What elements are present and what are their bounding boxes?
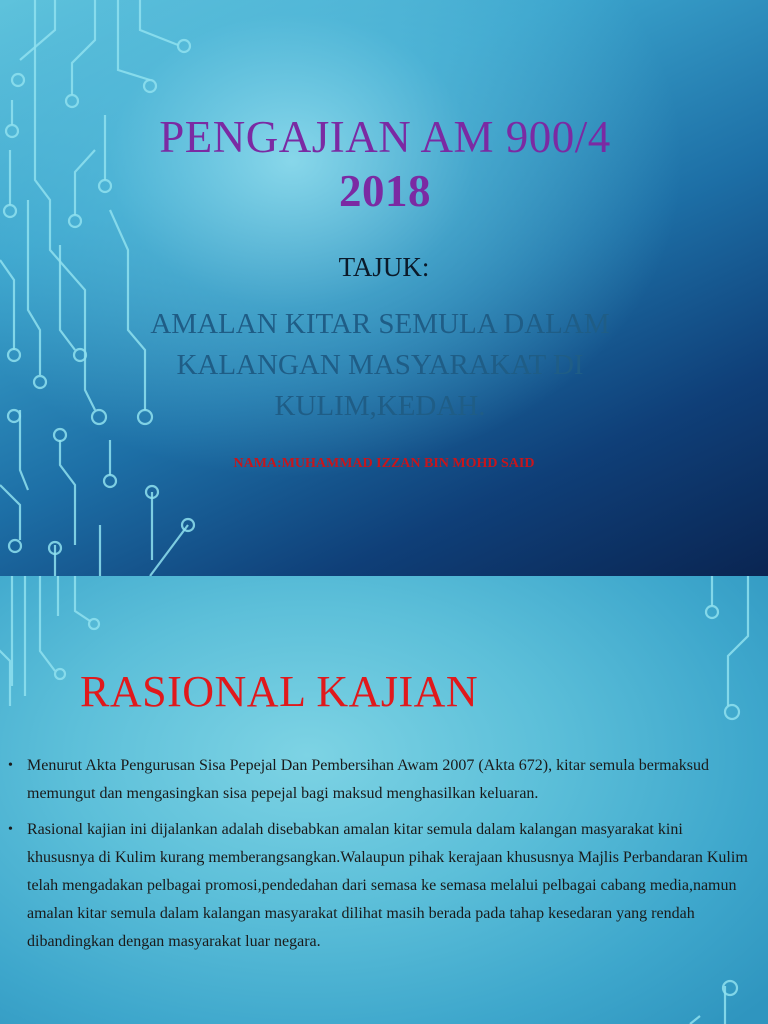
bullet-icon: • xyxy=(8,822,13,837)
student-name: NAMA:MUHAMMAD IZZAN BIN MOHD SAID xyxy=(233,456,535,471)
list-item xyxy=(8,816,753,956)
bullet-text: Rasional kajian ini dijalankan adalah disebabkan amalan kitar semula dalam kalangan masyarakat kini khususnya di Kulim kurang memberangsangkan.Walaupun pihak kerajaan khususnya Majlis Perbandaran Kulim telah mengadakan pelbagai promosi,pendedahan dari semasa ke semasa melalui pelbagai cabang media,namun amalan kitar semula dalam kalangan masyarakat dilihat masih berada pada tahap kesedaran yang rendah dibandingkan dengan masyarakat luar negara. xyxy=(27,821,748,950)
bullet-list xyxy=(8,752,753,964)
topic-line-1: AMALAN KITAR SEMULA DALAM xyxy=(150,308,610,340)
tajuk-label: TAJUK: xyxy=(338,252,430,282)
slide-title xyxy=(60,110,710,218)
topic-line-3: KULIM,KEDAH. xyxy=(274,390,486,422)
topic-line-2: KALANGAN MASYARAKAT DI xyxy=(176,349,584,381)
list-item xyxy=(8,752,753,808)
bullet-text: Menurut Akta Pengurusan Sisa Pepejal Dan Pembersihan Awam 2007 (Akta 672), kitar semula bermaksud memungut dan mengasingkan sisa pepejal bagi maksud menghasilkan keluaran. xyxy=(27,757,709,802)
title-line-2: 2018 xyxy=(339,166,431,216)
rationale-slide xyxy=(0,576,768,1024)
bullet-icon: • xyxy=(8,758,13,773)
title-line-1: PENGAJIAN AM 900/4 xyxy=(159,112,611,162)
topic-text xyxy=(110,304,650,427)
slide-heading: RASIONAL KAJIAN xyxy=(80,667,479,716)
